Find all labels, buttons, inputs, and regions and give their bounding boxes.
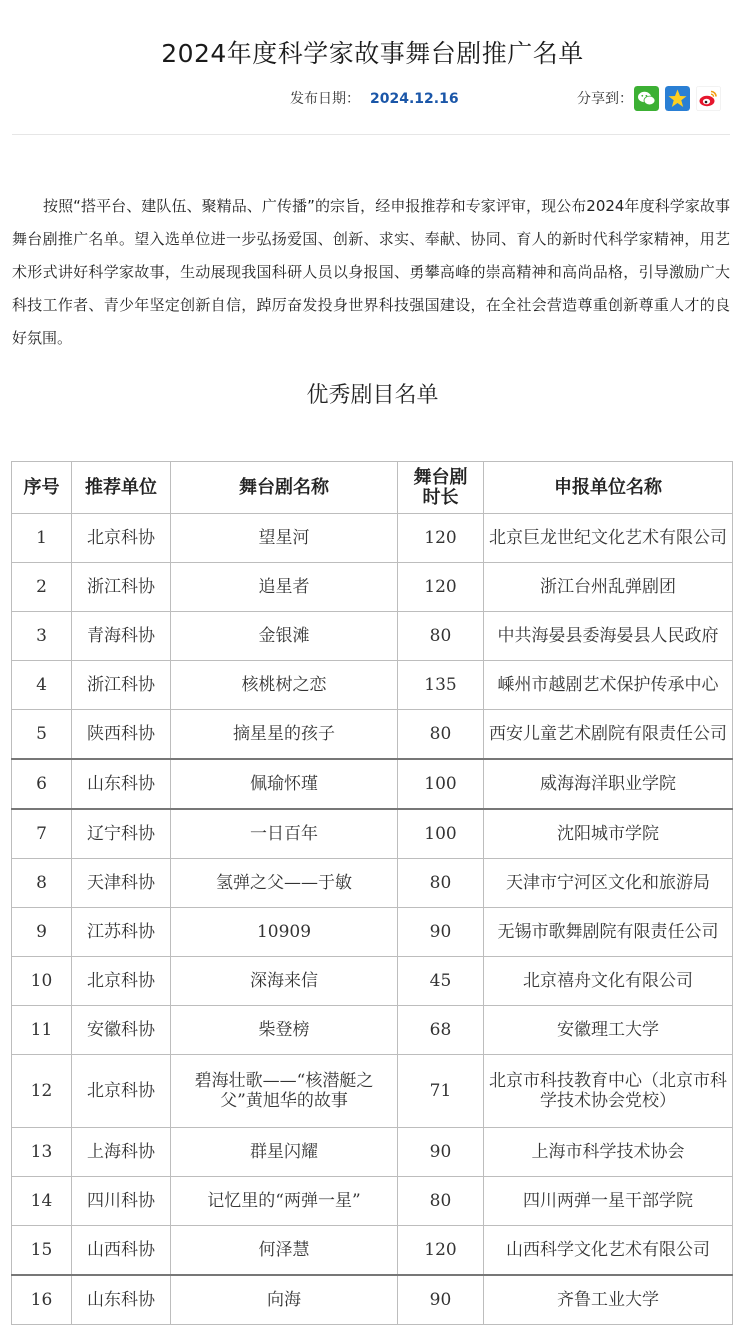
cell-duration: 80 — [398, 710, 484, 760]
cell-applicant: 齐鲁工业大学 — [484, 1275, 733, 1325]
table-row — [12, 1177, 733, 1226]
cell-index: 16 — [12, 1275, 72, 1325]
cell-duration: 80 — [398, 859, 484, 908]
cell-applicant: 沈阳城市学院 — [484, 809, 733, 859]
cell-recommender: 辽宁科协 — [72, 809, 171, 859]
cell-duration: 71 — [398, 1055, 484, 1128]
cell-play-name: 摘星星的孩子 — [171, 710, 398, 760]
table-row — [12, 1128, 733, 1177]
cell-play-name: 深海来信 — [171, 957, 398, 1006]
cell-index: 10 — [12, 957, 72, 1006]
table-row — [12, 612, 733, 661]
header-recommender: 推荐单位 — [72, 462, 171, 514]
cell-play-name: 一日百年 — [171, 809, 398, 859]
cell-index: 3 — [12, 612, 72, 661]
cell-duration: 90 — [398, 1128, 484, 1177]
share-label: 分享到： — [577, 91, 633, 107]
cell-applicant: 天津市宁河区文化和旅游局 — [484, 859, 733, 908]
header-index: 序号 — [12, 462, 72, 514]
intro-paragraph: 按照“搭平台、建队伍、聚精品、广传播”的宗旨，经申报推荐和专家评审，现公布2024年度科学家故事舞台剧推广名单。望入选单位进一步弘扬爱国、创新、求实、奉献、协同、育人的新时代科学家精神，用艺术形式讲好科学家故事，生动展现我国科研人员以身报国、勇攀高峰的崇高精神和高尚品格，引导激励广大科技工作者、青少年坚定创新自信，踔厉奋发投身世界科技强国建设，在全社会营造尊重创新尊重人才的良好氛围。 — [12, 197, 730, 347]
date-value: 2024.12.16 — [370, 91, 459, 107]
table-row — [12, 514, 733, 563]
cell-index: 4 — [12, 661, 72, 710]
cell-duration: 45 — [398, 957, 484, 1006]
cell-recommender: 北京科协 — [72, 1055, 171, 1128]
cell-recommender: 山西科协 — [72, 1226, 171, 1276]
weibo-icon[interactable] — [696, 86, 721, 111]
cell-play-name: 碧海壮歌——“核潜艇之父”黄旭华的故事 — [171, 1055, 398, 1128]
cell-recommender: 安徽科协 — [72, 1006, 171, 1055]
cell-recommender: 北京科协 — [72, 957, 171, 1006]
cell-index: 1 — [12, 514, 72, 563]
cell-recommender: 江苏科协 — [72, 908, 171, 957]
table-row — [12, 563, 733, 612]
cell-duration: 120 — [398, 514, 484, 563]
table-row — [12, 859, 733, 908]
program-table — [11, 461, 733, 1325]
cell-play-name: 氢弹之父——于敏 — [171, 859, 398, 908]
cell-index: 11 — [12, 1006, 72, 1055]
cell-duration: 90 — [398, 1275, 484, 1325]
cell-play-name: 金银滩 — [171, 612, 398, 661]
header-duration: 舞台剧时长 — [398, 462, 484, 514]
cell-applicant: 上海市科学技术协会 — [484, 1128, 733, 1177]
table-header-row — [12, 462, 733, 514]
cell-applicant: 威海海洋职业学院 — [484, 759, 733, 809]
cell-applicant: 安徽理工大学 — [484, 1006, 733, 1055]
cell-index: 8 — [12, 859, 72, 908]
table-row — [12, 1006, 733, 1055]
cell-play-name: 10909 — [171, 908, 398, 957]
cell-index: 5 — [12, 710, 72, 760]
cell-play-name: 何泽慧 — [171, 1226, 398, 1276]
cell-index: 12 — [12, 1055, 72, 1128]
cell-duration: 120 — [398, 1226, 484, 1276]
date-label: 发布日期： — [290, 91, 360, 107]
header-applicant: 申报单位名称 — [484, 462, 733, 514]
cell-recommender: 上海科协 — [72, 1128, 171, 1177]
publish-date — [290, 88, 459, 108]
cell-duration: 80 — [398, 1177, 484, 1226]
cell-recommender: 北京科协 — [72, 514, 171, 563]
cell-index: 13 — [12, 1128, 72, 1177]
table-row — [12, 710, 733, 760]
cell-applicant: 嵊州市越剧艺术保护传承中心 — [484, 661, 733, 710]
cell-recommender: 陕西科协 — [72, 710, 171, 760]
cell-recommender: 四川科协 — [72, 1177, 171, 1226]
table-row — [12, 957, 733, 1006]
article-title: 2024年度科学家故事舞台剧推广名单 — [161, 39, 584, 68]
cell-index: 6 — [12, 759, 72, 809]
cell-duration: 100 — [398, 809, 484, 859]
cell-recommender: 浙江科协 — [72, 661, 171, 710]
cell-recommender: 山东科协 — [72, 1275, 171, 1325]
cell-play-name: 追星者 — [171, 563, 398, 612]
cell-recommender: 山东科协 — [72, 759, 171, 809]
qzone-icon[interactable] — [665, 86, 690, 111]
cell-duration: 120 — [398, 563, 484, 612]
cell-play-name: 群星闪耀 — [171, 1128, 398, 1177]
cell-applicant: 中共海晏县委海晏县人民政府 — [484, 612, 733, 661]
cell-play-name: 向海 — [171, 1275, 398, 1325]
table-row — [12, 759, 733, 809]
cell-recommender: 天津科协 — [72, 859, 171, 908]
share-icons — [634, 86, 721, 111]
cell-play-name: 望星河 — [171, 514, 398, 563]
cell-index: 2 — [12, 563, 72, 612]
cell-applicant: 北京禧舟文化有限公司 — [484, 957, 733, 1006]
cell-applicant: 浙江台州乱弹剧团 — [484, 563, 733, 612]
table-row — [12, 908, 733, 957]
cell-duration: 100 — [398, 759, 484, 809]
table-row — [12, 1275, 733, 1325]
cell-play-name: 记忆里的“两弹一星” — [171, 1177, 398, 1226]
cell-duration: 90 — [398, 908, 484, 957]
table-row — [12, 1226, 733, 1276]
cell-index: 7 — [12, 809, 72, 859]
header-divider — [12, 134, 730, 135]
cell-duration: 135 — [398, 661, 484, 710]
cell-index: 15 — [12, 1226, 72, 1276]
cell-applicant: 无锡市歌舞剧院有限责任公司 — [484, 908, 733, 957]
cell-duration: 68 — [398, 1006, 484, 1055]
cell-duration: 80 — [398, 612, 484, 661]
cell-recommender: 浙江科协 — [72, 563, 171, 612]
cell-applicant: 北京市科技教育中心（北京市科学技术协会党校） — [484, 1055, 733, 1128]
cell-play-name: 柴登榜 — [171, 1006, 398, 1055]
cell-applicant: 北京巨龙世纪文化艺术有限公司 — [484, 514, 733, 563]
table-row — [12, 1055, 733, 1128]
table-row — [12, 661, 733, 710]
section-subtitle: 优秀剧目名单 — [306, 383, 439, 408]
wechat-icon[interactable] — [634, 86, 659, 111]
cell-index: 14 — [12, 1177, 72, 1226]
cell-recommender: 青海科协 — [72, 612, 171, 661]
cell-play-name: 核桃树之恋 — [171, 661, 398, 710]
header-play-name: 舞台剧名称 — [171, 462, 398, 514]
cell-applicant: 山西科学文化艺术有限公司 — [484, 1226, 733, 1276]
cell-play-name: 佩瑜怀瑾 — [171, 759, 398, 809]
table-row — [12, 809, 733, 859]
cell-applicant: 西安儿童艺术剧院有限责任公司 — [484, 710, 733, 760]
cell-applicant: 四川两弹一星干部学院 — [484, 1177, 733, 1226]
cell-index: 9 — [12, 908, 72, 957]
